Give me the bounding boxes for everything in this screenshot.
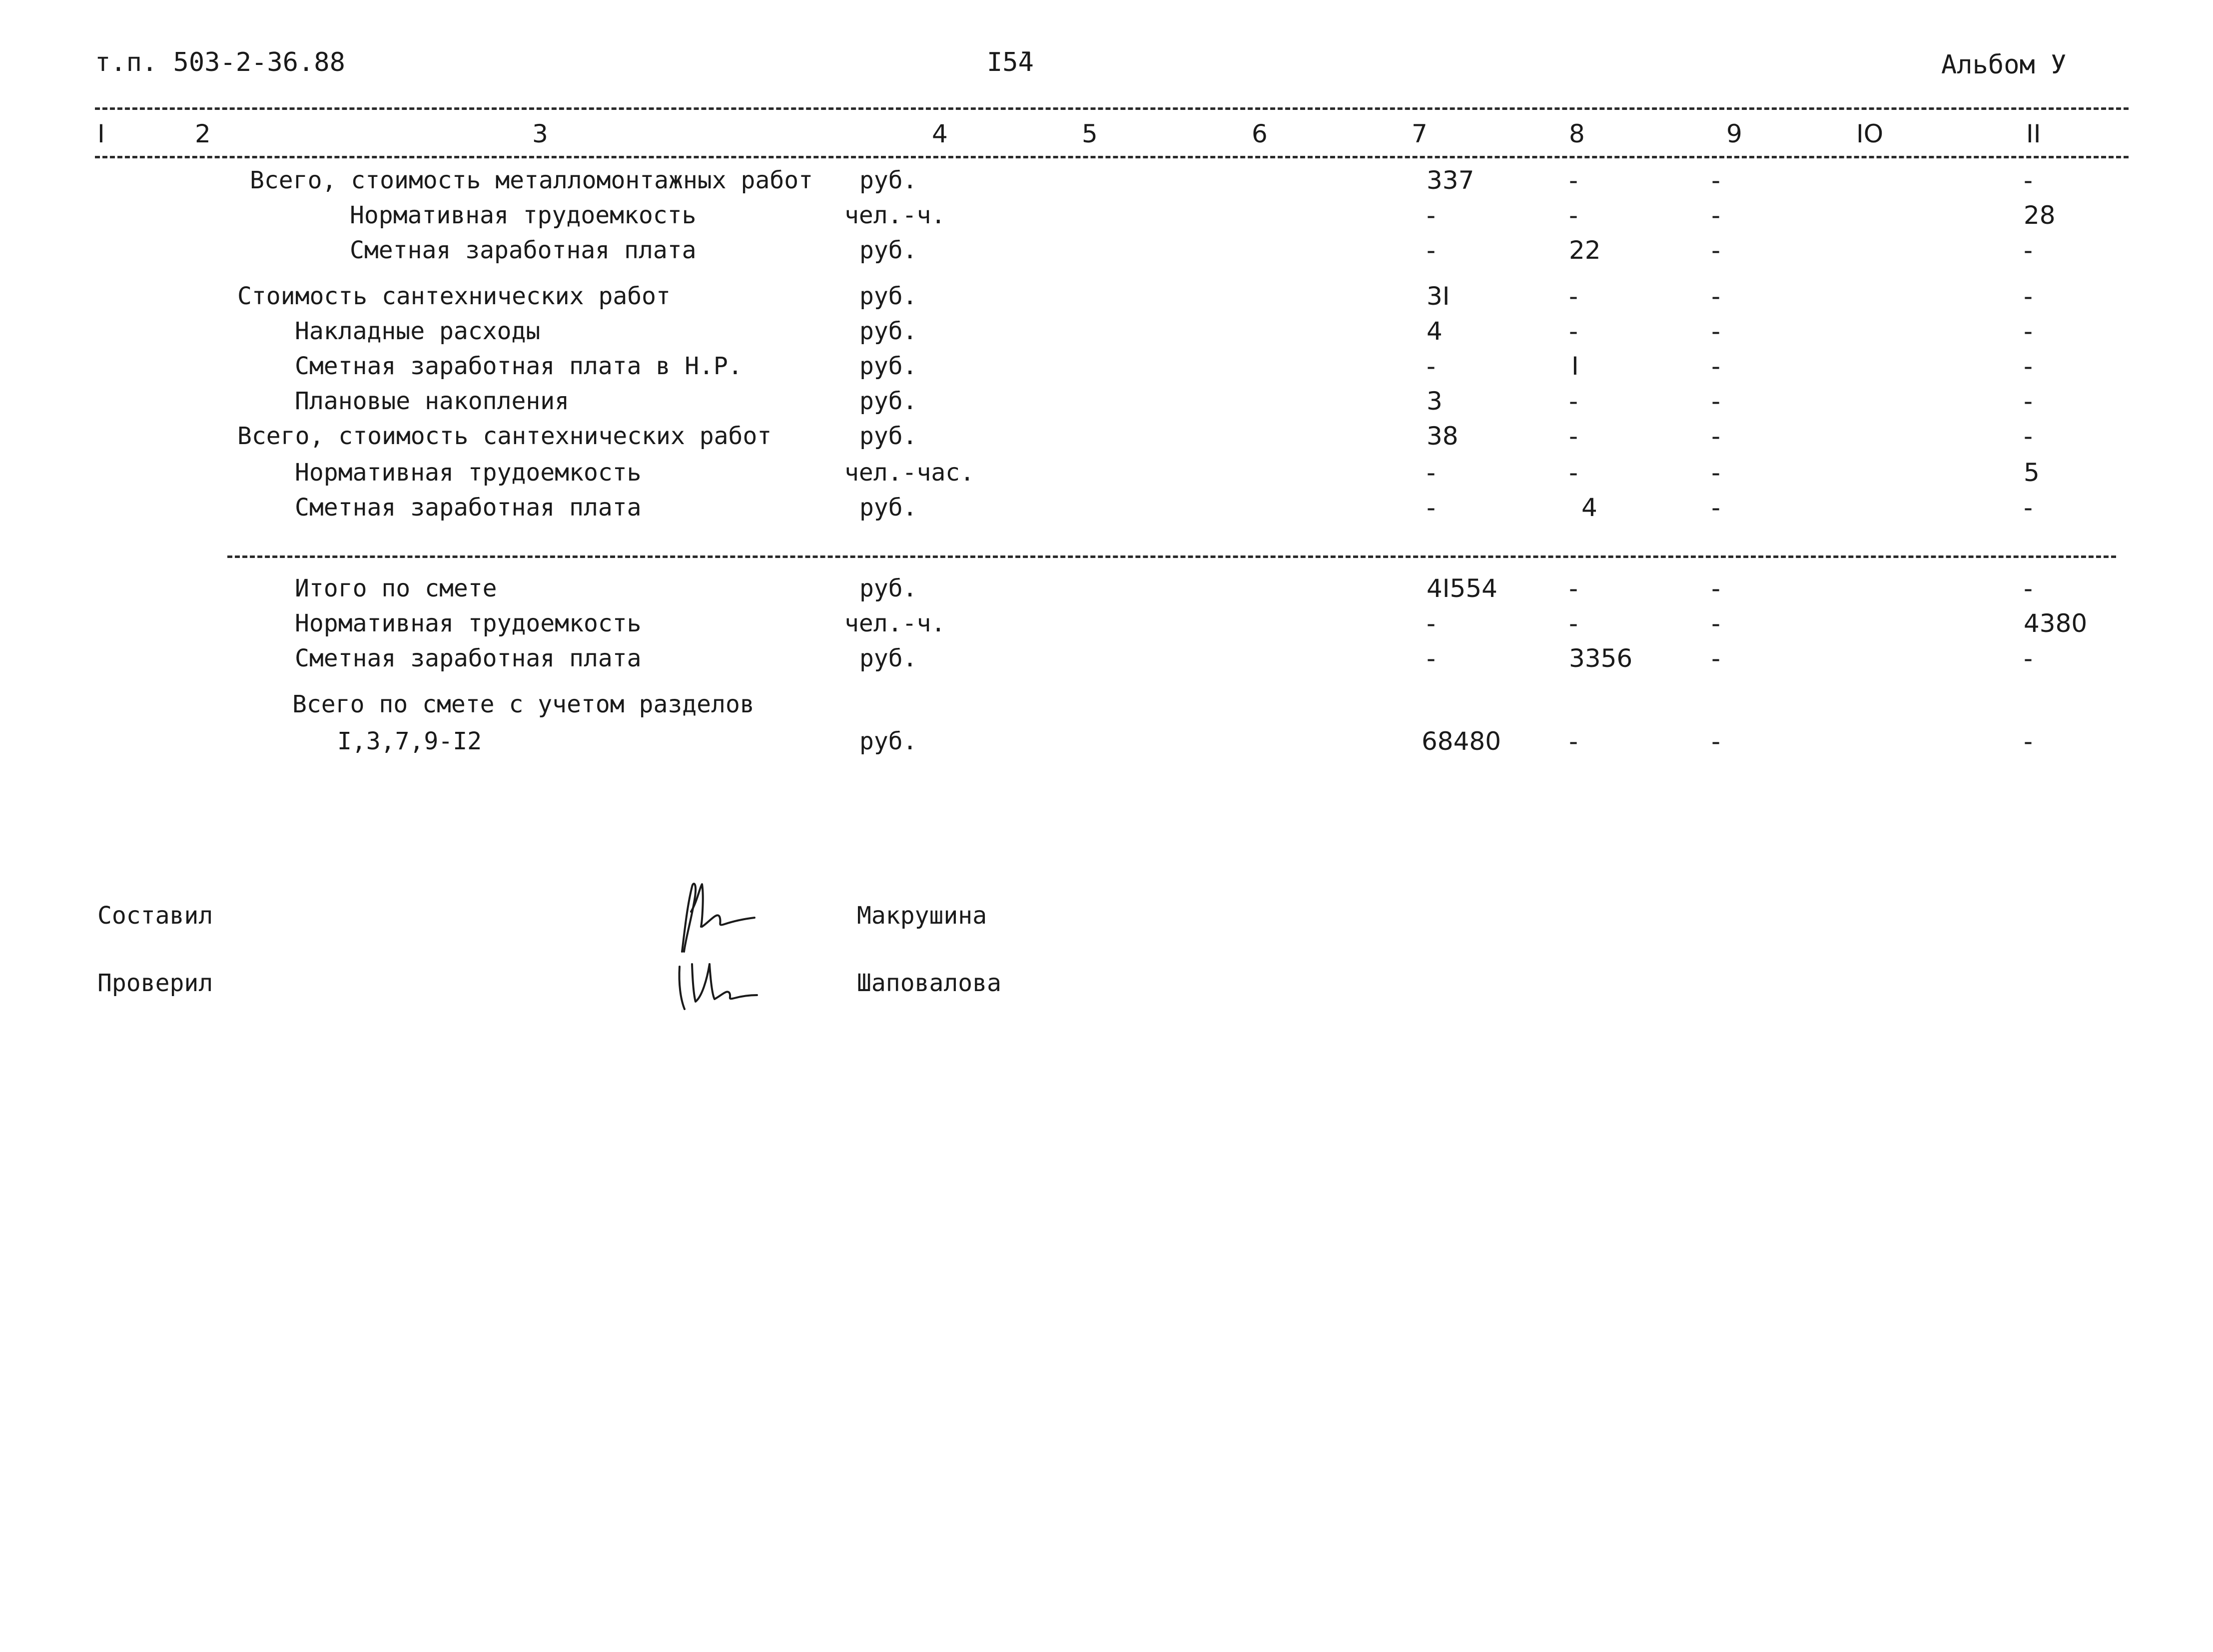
row-col8: - [1569, 201, 1578, 230]
col-header-4: 4 [932, 119, 948, 148]
row-name: I,3,7,9-I2 [337, 727, 482, 755]
header-top-rule [95, 107, 2129, 110]
row-col7: - [1427, 458, 1436, 487]
row-col11: 5 [2024, 458, 2040, 487]
row-unit: руб. [859, 352, 917, 380]
row-col11: - [2024, 493, 2033, 522]
row-col9: - [1711, 422, 1721, 451]
col-header-11: II [2026, 119, 2041, 148]
row-col11: - [2024, 727, 2033, 756]
row-col9: - [1711, 727, 1721, 756]
row-col9: - [1711, 166, 1721, 195]
row-col9: - [1711, 493, 1721, 522]
row-unit: руб. [859, 422, 917, 450]
row-col9: - [1711, 644, 1721, 673]
row-col7: - [1427, 644, 1436, 673]
col-header-5: 5 [1082, 119, 1098, 148]
col-header-6: 6 [1252, 119, 1268, 148]
row-col7: 3 [1427, 387, 1443, 416]
row-col11: - [2024, 422, 2033, 451]
row-col7: - [1427, 236, 1436, 265]
row-name: Сметная заработная плата [350, 236, 697, 264]
row-col9: - [1711, 574, 1721, 603]
row-unit: руб. [859, 166, 917, 194]
row-name: Нормативная трудоемкость [295, 609, 642, 637]
row-col8: - [1569, 317, 1578, 346]
col-header-2: 2 [195, 119, 211, 148]
row-col11: 4380 [2024, 609, 2088, 638]
row-unit: чел.-ч. [844, 609, 946, 637]
col-header-9: 9 [1726, 119, 1742, 148]
row-col11: 28 [2024, 201, 2056, 230]
row-unit: руб. [859, 574, 917, 602]
row-name: Всего по смете с учетом разделов [292, 690, 754, 718]
row-col9: - [1711, 387, 1721, 416]
row-name: Сметная заработная плата [295, 494, 642, 522]
row-col8: - [1569, 574, 1578, 603]
row-name: Нормативная трудоемкость [350, 201, 697, 229]
row-col8: 3356 [1569, 644, 1633, 673]
row-name: Накладные расходы [295, 317, 541, 345]
col-header-3: 3 [532, 119, 548, 148]
row-col7: 3I [1427, 282, 1450, 311]
checked-signature [665, 949, 764, 1014]
row-col9: - [1711, 201, 1721, 230]
row-col8: - [1569, 282, 1578, 311]
album-label: Альбом У [1941, 50, 2067, 80]
row-col11: - [2024, 387, 2033, 416]
row-col8: - [1569, 422, 1578, 451]
col-header-8: 8 [1569, 119, 1585, 148]
page-number: I5̄4 [987, 47, 1034, 77]
col-header-1: I [97, 119, 105, 148]
row-unit: руб. [859, 387, 917, 415]
row-col7: - [1427, 609, 1436, 638]
row-col8: - [1569, 458, 1578, 487]
compiled-signature [662, 877, 762, 957]
row-unit: руб. [859, 282, 917, 310]
row-col8: - [1569, 727, 1578, 756]
row-col7: 337 [1427, 166, 1475, 195]
row-col9: - [1711, 609, 1721, 638]
row-unit: руб. [859, 236, 917, 264]
row-col7: 68480 [1422, 727, 1501, 756]
row-name: Всего, стоимость металломонтажных работ [250, 166, 813, 194]
row-col8: 22 [1569, 236, 1601, 265]
row-name: Итого по смете [295, 574, 497, 602]
row-col7: - [1427, 493, 1436, 522]
row-col11: - [2024, 166, 2033, 195]
compiled-label: Составил [97, 902, 213, 930]
row-unit: чел.-ч. [844, 201, 946, 229]
row-col11: - [2024, 644, 2033, 673]
col-header-7: 7 [1412, 119, 1428, 148]
row-name: Нормативная трудоемкость [295, 459, 642, 487]
row-col8: - [1569, 166, 1578, 195]
col-header-10: IO [1856, 119, 1884, 148]
row-col11: - [2024, 352, 2033, 381]
row-col7: - [1427, 352, 1436, 381]
row-col11: - [2024, 282, 2033, 311]
row-col11: - [2024, 236, 2033, 265]
row-unit: руб. [859, 494, 917, 522]
row-unit: руб. [859, 317, 917, 345]
row-col7: 4I554 [1427, 574, 1497, 603]
row-col9: - [1711, 282, 1721, 311]
row-unit: чел.-час. [844, 459, 975, 487]
row-name: Стоимость сантехнических работ [237, 282, 671, 310]
row-col11: - [2024, 317, 2033, 346]
row-col8: - [1569, 387, 1578, 416]
row-col8: 4 [1581, 493, 1597, 522]
row-name: Сметная заработная плата в Н.Р. [295, 352, 742, 380]
header-bottom-rule [95, 156, 2129, 158]
row-col8: I [1571, 352, 1579, 381]
row-col9: - [1711, 352, 1721, 381]
row-col9: - [1711, 458, 1721, 487]
row-col7: 4 [1427, 317, 1443, 346]
row-unit: руб. [859, 644, 917, 672]
row-col7: 38 [1427, 422, 1459, 451]
section-divider [227, 555, 2116, 558]
row-unit: руб. [859, 727, 917, 755]
row-col9: - [1711, 317, 1721, 346]
row-col8: - [1569, 609, 1578, 638]
row-name: Всего, стоимость сантехнических работ [237, 422, 772, 450]
document-code: т.п. 503-2-36.88 [95, 47, 345, 77]
row-name: Сметная заработная плата [295, 644, 642, 672]
row-col7: - [1427, 201, 1436, 230]
compiled-name: Макрушина [857, 902, 987, 930]
checked-name: Шаповалова [857, 969, 1001, 997]
checked-label: Проверил [97, 969, 213, 997]
row-col11: - [2024, 574, 2033, 603]
row-col9: - [1711, 236, 1721, 265]
row-name: Плановые накопления [295, 387, 570, 415]
